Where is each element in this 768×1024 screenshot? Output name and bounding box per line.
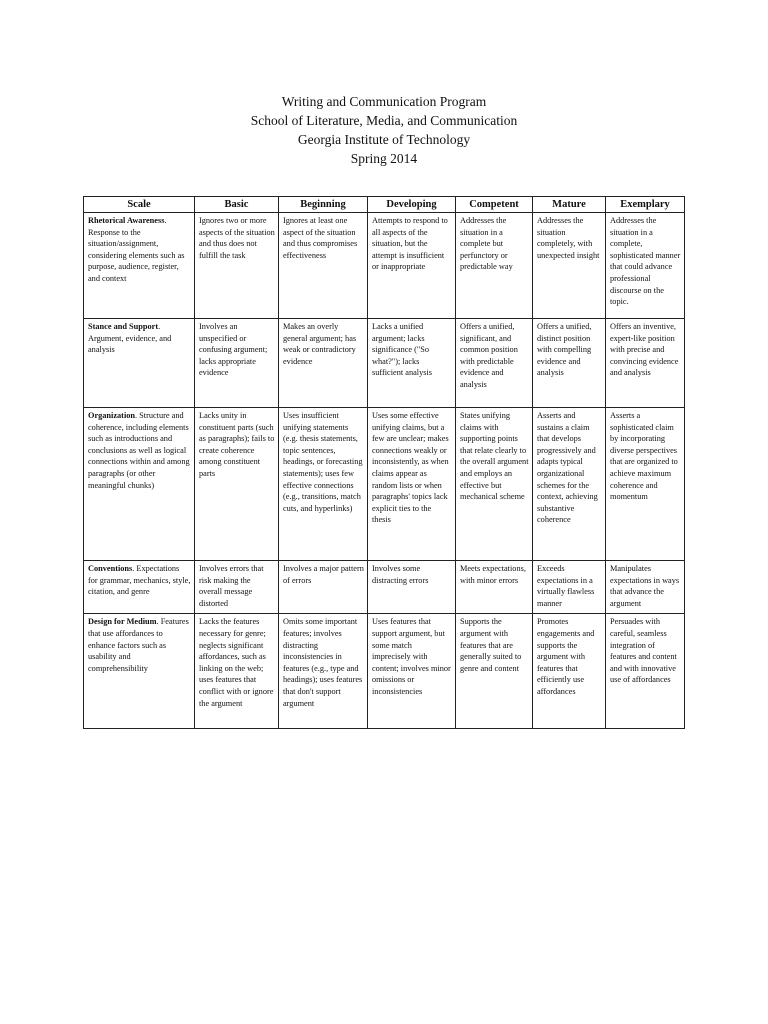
- column-header-exemplary: Exemplary: [606, 197, 685, 213]
- table-cell: States unifying claims with supporting points that relate clearly to the overall argument and employs an effective but mechanical scheme: [456, 408, 533, 561]
- table-cell: Lacks unity in constituent parts (such as paragraphs); fails to create coherence among constituent parts: [195, 408, 279, 561]
- criterion-title: Conventions: [88, 564, 133, 573]
- table-cell: Asserts a sophisticated claim by incorporating diverse perspectives that are organized to achieve maximum coherence and momentum: [606, 408, 685, 561]
- criterion-title: Design for Medium: [88, 617, 157, 627]
- table-row: [84, 408, 685, 561]
- table-cell: Involves errors that risk making the overall message distorted: [195, 561, 279, 614]
- header-row: [84, 197, 685, 213]
- document-header: [0, 92, 768, 168]
- table-cell: Supports the argument with features that are generally suited to genre and content: [456, 614, 533, 729]
- table-cell: Involves a major pattern of errors: [279, 561, 368, 614]
- table-cell: Lacks a unified argument; lacks significance ("So what?"); lacks sufficient analysis: [368, 319, 456, 408]
- table-cell: Addresses the situation in a complete, sophisticated manner that could advance professional discourse on the topic.: [606, 213, 685, 319]
- table-cell: Promotes engagements and supports the argument with features that efficiently use affordances: [533, 614, 606, 729]
- criterion-description: Features that use affordances to enhance factors such as usability and comprehensibility: [88, 617, 189, 673]
- table-cell: Omits some important features; involves distracting inconsistencies in features (e.g., type and headings); uses features that don't support argument: [279, 614, 368, 729]
- term-title: Spring 2014: [350, 151, 418, 166]
- table-cell: Manipulates expectations in ways that advance the argument: [606, 561, 685, 614]
- criterion-description: Argument, evidence, and analysis: [88, 333, 172, 355]
- criterion-cell: Rhetorical Awareness. Response to the situation/assignment, considering elements such as purpose, audience, register, and context: [84, 213, 195, 319]
- table-cell: Addresses the situation completely, with unexpected insight: [533, 213, 606, 319]
- column-header-basic: Basic: [195, 197, 279, 213]
- table-cell: Involves an unspecified or confusing argument; lacks appropriate evidence: [195, 319, 279, 408]
- criterion-description: Expectations for grammar, mechanics, style, citation, and genre: [88, 564, 191, 597]
- table-cell: Attempts to respond to all aspects of the situation, but the attempt is insufficient or inappropriate: [368, 213, 456, 319]
- table-cell: Offers a unified, distinct position with compelling evidence and analysis: [533, 319, 606, 408]
- table-cell: Uses insufficient unifying statements (e.g. thesis statements, topic sentences, headings, or forecasting statements); uses few effective connections (e.g., transitions, match cuts, and hyperlinks): [279, 408, 368, 561]
- table-row: [84, 561, 685, 614]
- school-title: School of Literature, Media, and Communication: [250, 113, 518, 128]
- criterion-title: Rhetorical Awareness: [88, 216, 165, 225]
- table-cell: Addresses the situation in a complete but perfunctory or predictable way: [456, 213, 533, 319]
- table-cell: Meets expectations, with minor errors: [456, 561, 533, 614]
- column-header-scale: Scale: [84, 197, 195, 213]
- table-row: [84, 213, 685, 319]
- table-row: [84, 319, 685, 408]
- column-header-developing: Developing: [368, 197, 456, 213]
- table-cell: Persuades with careful, seamless integration of features and content and with innovative use of affordances: [606, 614, 685, 729]
- table-cell: Involves some distracting errors: [368, 561, 456, 614]
- table-cell: Offers an inventive, expert-like position with precise and convincing evidence and analysis: [606, 319, 685, 408]
- table-cell: Makes an overly general argument; has weak or contradictory evidence: [279, 319, 368, 408]
- table-cell: Ignores two or more aspects of the situation and thus does not fulfill the task: [195, 213, 279, 319]
- table-cell: Uses features that support argument, but some match imprecisely with content; involves minor omissions or inconsistencies: [368, 614, 456, 729]
- table-cell: Ignores at least one aspect of the situation and thus compromises effectiveness: [279, 213, 368, 319]
- criterion-description: Structure and coherence, including elements such as introductions and conclusions as well as logical connections within and among paragraphs (or other meaningful chunks): [88, 411, 190, 490]
- table-cell: Offers a unified, significant, and common position with predictable evidence and analysis: [456, 319, 533, 408]
- institute-title: Georgia Institute of Technology: [297, 132, 471, 147]
- column-header-mature: Mature: [533, 197, 606, 213]
- table-cell: Exceeds expectations in a virtually flawless manner: [533, 561, 606, 614]
- criterion-title: Organization: [88, 411, 136, 420]
- criterion-cell: Design for Medium. Features that use affordances to enhance factors such as usability and comprehensibility: [84, 614, 195, 729]
- table-cell: Lacks the features necessary for genre; neglects significant affordances, such as linking on the web; uses features that conflict with or ignore the argument: [195, 614, 279, 729]
- criterion-title: Stance and Support: [88, 322, 159, 331]
- criterion-cell: Conventions. Expectations for grammar, mechanics, style, citation, and genre: [84, 561, 195, 614]
- program-title: Writing and Communication Program: [281, 94, 487, 109]
- criterion-description: Response to the situation/assignment, considering elements such as purpose, audience, register, and context: [88, 227, 185, 283]
- table-cell: Uses some effective unifying claims, but a few are unclear; makes connections weakly or inconsistently, as when claims appear as random lists or when paragraphs' topics lack explicit ties to the thesis: [368, 408, 456, 561]
- column-header-competent: Competent: [456, 197, 533, 213]
- table-cell: Asserts and sustains a claim that develops progressively and adapts typical organizational schemes for the context, achieving substantive coherence: [533, 408, 606, 561]
- criterion-cell: Stance and Support. Argument, evidence, and analysis: [84, 319, 195, 408]
- table-row: [84, 614, 685, 729]
- criterion-cell: Organization. Structure and coherence, including elements such as introductions and conclusions as well as logical connections within and among paragraphs (or other meaningful chunks): [84, 408, 195, 561]
- column-header-beginning: Beginning: [279, 197, 368, 213]
- rubric-table: [83, 196, 685, 729]
